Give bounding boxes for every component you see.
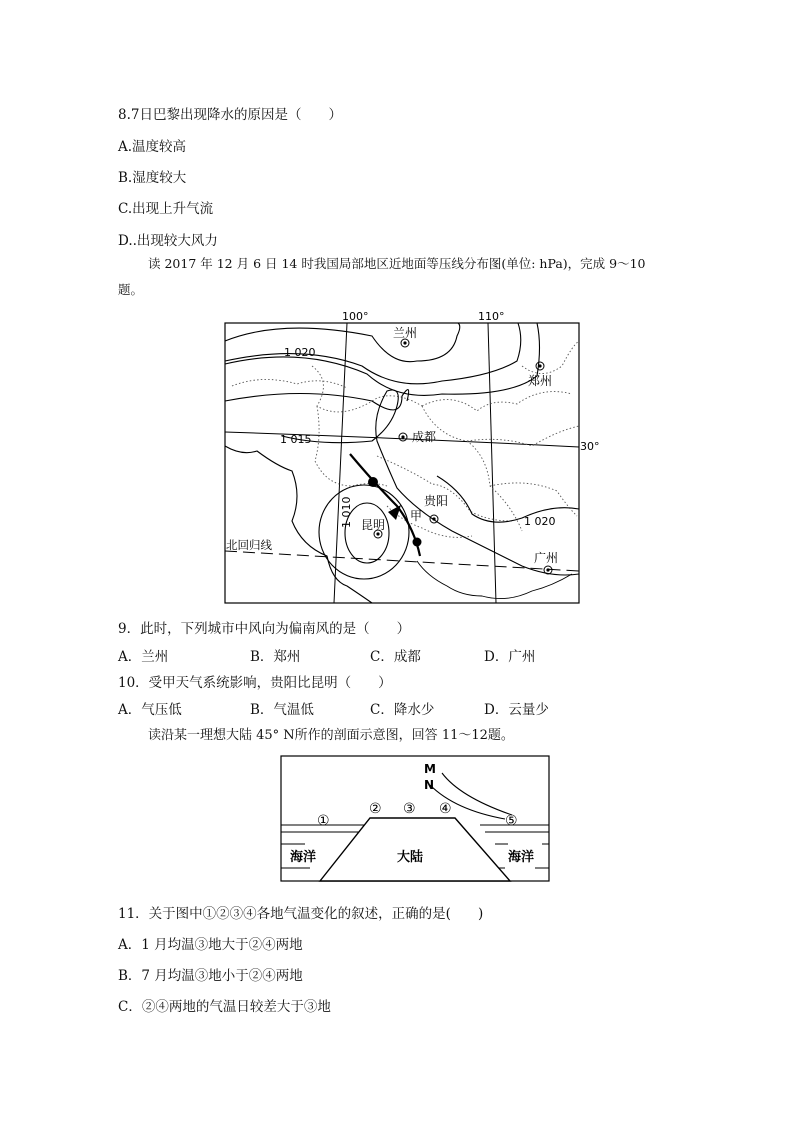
q9-option-d: D．广州 [484,649,536,665]
point-5: ⑤ [505,813,518,829]
continent-profile-diagram [280,755,550,883]
q10-option-d: D．云量少 [484,702,549,718]
city-guiyang: 贵阳 [424,494,449,508]
city-chengdu: 成都 [412,430,437,444]
point-1: ① [317,813,330,829]
q9-option-a: A．兰州 [118,649,169,665]
point-4: ④ [439,801,452,817]
q8-option-a: A.温度较高 [118,139,187,155]
isobar-map [222,306,600,606]
q11-option-a: A．1 月均温③地大于②④两地 [118,937,303,953]
map-intro-line2: 题。 [118,282,144,297]
q11-option-c: C．②④两地的气温日较差大于③地 [118,999,331,1015]
point-2: ② [369,801,382,817]
lon-100-label: 100° [342,310,369,323]
q11-stem: 11．关于图中①②③④各地气温变化的叙述，正确的是( ) [118,906,484,922]
q8-stem: 8.7日巴黎出现降水的原因是（ ） [118,107,342,123]
q9-option-b: B．郑州 [250,649,301,665]
ocean-right-label: 海洋 [508,850,535,865]
point-3: ③ [403,801,416,817]
isobar-1020-nw-label: 1 020 [284,346,316,359]
q10-option-a: A．气压低 [118,702,182,718]
q8-option-d: D..出现较大风力 [118,233,218,249]
front-label: 甲 [410,509,423,523]
q10-option-b: B．气温低 [250,702,314,718]
isobar-1020-se-label: 1 020 [524,515,556,528]
isobar-m-label: M [424,762,436,776]
q11-option-b: B．7 月均温③地小于②④两地 [118,968,303,984]
q8-option-c: C.出现上升气流 [118,201,214,217]
q10-option-c: C．降水少 [370,702,435,718]
lon-110-label: 110° [478,310,505,323]
q9-stem: 9．此时，下列城市中风向为偏南风的是（ ） [118,621,411,637]
q9-option-c: C．成都 [370,649,421,665]
map-intro-line1: 读 2017 年 12 月 6 日 14 时我国局部地区近地面等压线分布图(单位: hPa)，完成 9～10 [148,256,646,271]
isobar-1010-label: 1 010 [340,496,353,528]
tropic-label: 北回归线 [226,538,272,552]
q10-stem: 10．受甲天气系统影响，贵阳比昆明（ ） [118,675,392,691]
isobar-n-label: N [424,778,435,792]
city-lanzhou: 兰州 [393,326,418,340]
profile-intro: 读沿某一理想大陆 45° N所作的剖面示意图，回答 11～12题。 [148,728,514,743]
q8-option-b: B.湿度较大 [118,170,187,186]
ocean-left-label: 海洋 [290,850,317,865]
city-kunming: 昆明 [361,518,386,532]
land-label: 大陆 [397,850,424,865]
city-guangzhou: 广州 [534,551,559,565]
city-zhengzhou: 郑州 [528,374,553,388]
isobar-1015-label: 1 015 [280,433,312,446]
lat-30-label: 30° [580,440,600,453]
